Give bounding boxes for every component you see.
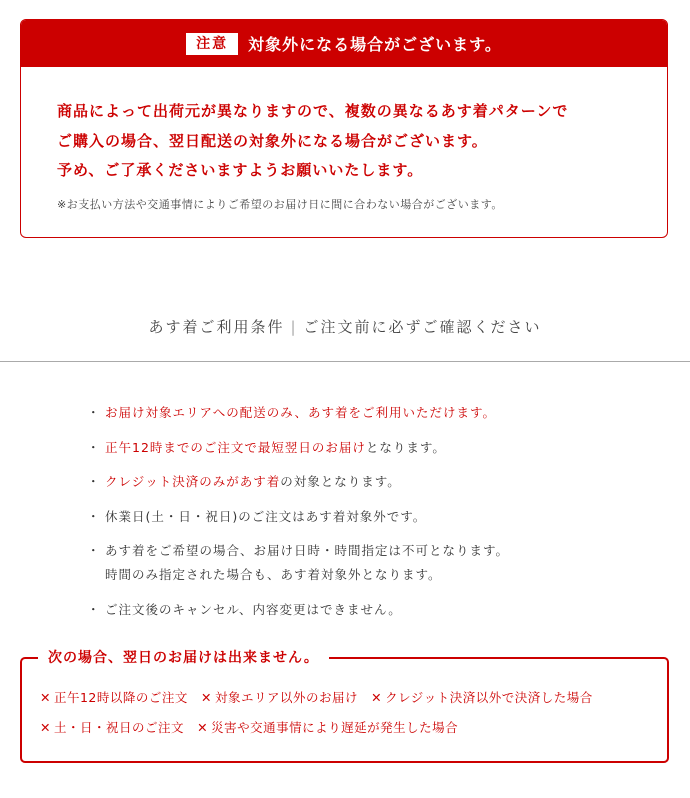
condition-item [91, 539, 509, 587]
condition-text: 休業日(土・日・祝日)のご注文はあす着対象外です。 [105, 508, 427, 524]
x-mark-icon: ✕ [40, 690, 51, 705]
conditions-list [91, 401, 509, 632]
condition-item [91, 598, 509, 622]
notice-title: 対象外になる場合がございます。 [248, 35, 502, 54]
notice-line: 予め、ご了承くださいますようお願いいたします。 [57, 161, 424, 179]
not-available-item [40, 718, 184, 736]
not-available-row [40, 717, 466, 736]
not-available-item [201, 688, 358, 706]
condition-item [91, 436, 509, 460]
notice-small-note: ※お支払い方法や交通事情によりご希望のお届け日に間に合わない場合がございます。 [57, 197, 503, 211]
not-available-label: 正午12時以降のご注文 [53, 690, 188, 705]
notice-body [21, 67, 667, 212]
not-available-label: クレジット決済以外で決済した場合 [385, 690, 593, 705]
heading-separator: | [290, 318, 298, 336]
x-mark-icon: ✕ [371, 690, 383, 705]
condition-item [91, 505, 509, 529]
condition-highlight: お届け対象エリアへの配送のみ、あす着をご利用いただけます。 [105, 405, 497, 420]
not-available-item [40, 688, 188, 706]
not-available-row [40, 687, 601, 706]
x-mark-icon: ✕ [197, 720, 209, 735]
not-available-item [371, 688, 593, 706]
condition-text: となります。 [365, 439, 446, 455]
notice-header [21, 20, 667, 67]
not-available-box [20, 650, 669, 763]
x-mark-icon: ✕ [200, 690, 212, 705]
condition-highlight: 正午12時までのご注文で最短翌日のお届け [105, 439, 366, 455]
condition-text: あす着をご希望の場合、お届け日時・時間指定は不可となります。 [105, 543, 510, 558]
conditions-heading-left: あす着ご利用条件 [148, 318, 285, 336]
condition-highlight: クレジット決済のみがあす着 [105, 474, 281, 489]
notice-line: 商品によって出荷元が異なりますので、複数の異なるあす着パターンで [57, 102, 569, 120]
condition-text: ご注文後のキャンセル、内容変更はできません。 [105, 601, 402, 617]
conditions-heading [0, 316, 690, 337]
conditions-heading-right: ご注文前に必ずご確認ください [303, 318, 542, 336]
section-divider [0, 361, 690, 362]
condition-text-line2: 時間のみ指定された場合も、あす着対象外となります。 [105, 567, 442, 582]
notice-card [20, 19, 668, 238]
not-available-item [197, 718, 458, 736]
notice-badge: 注意 [186, 33, 238, 55]
x-mark-icon: ✕ [40, 720, 51, 735]
condition-item [91, 470, 509, 494]
not-available-title: 次の場合、翌日のお届けは出来ません。 [38, 648, 329, 668]
not-available-label: 土・日・祝日のご注文 [53, 720, 184, 735]
not-available-label: 災害や交通事情により遅延が発生した場合 [211, 720, 459, 735]
condition-text: の対象となります。 [280, 474, 401, 489]
notice-line: ご購入の場合、翌日配送の対象外になる場合がございます。 [57, 131, 488, 150]
condition-item [91, 401, 509, 425]
not-available-label: 対象エリア以外のお届け [214, 690, 358, 705]
